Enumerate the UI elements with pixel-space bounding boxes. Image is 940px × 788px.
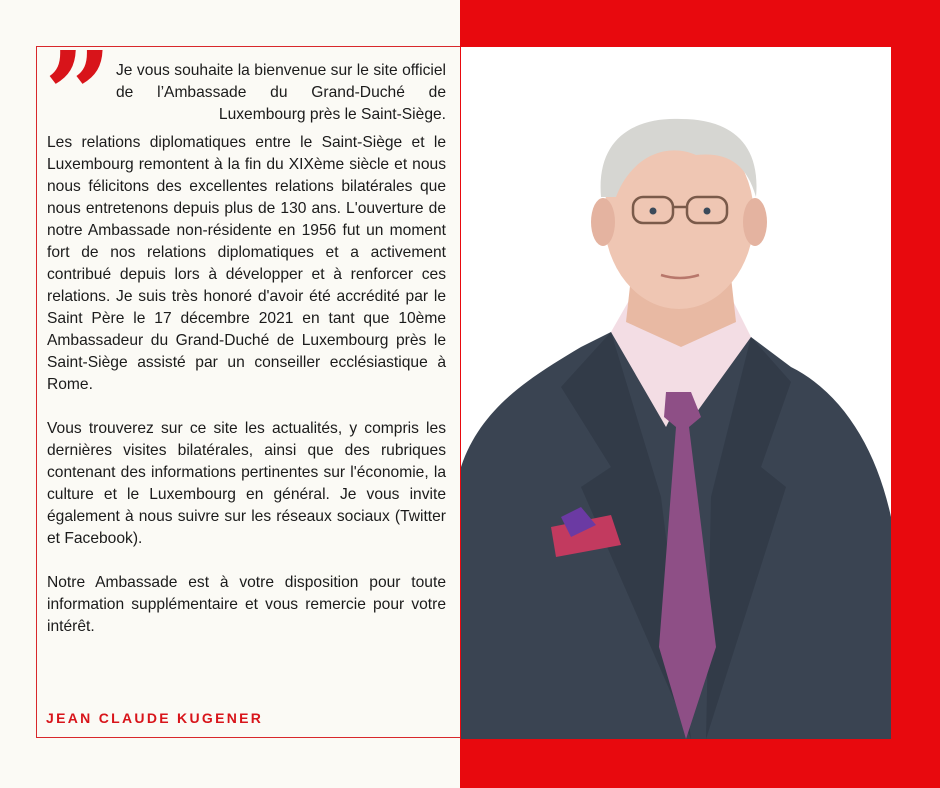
message-body [47,132,446,638]
paragraph-website: Vous trouverez sur ce site les actualités, y compris les dernières visites bilatérales, ainsi que des rubriques contenant des informations pertinentes sur l'économie, la culture et le Luxembourg en général. Je vous invite également à nous suivre sur les réseaux sociaux (Twitter et Facebook). [47,420,446,547]
right-ear [743,198,767,246]
right-eye [704,208,711,215]
left-ear [591,198,615,246]
quote-mark-icon: ” [44,25,112,164]
signature: JEAN CLAUDE KUGENER [46,710,264,726]
paragraph-closing: Notre Ambassade est à votre disposition pour toute information supplémentaire et vous remercie pour votre intérêt. [47,574,446,635]
welcome-intro: Je vous souhaite la bienvenue sur le site officiel de l’Ambassade du Grand-Duché de Luxembourg près le Saint-Siège. [116,62,446,123]
left-eye [650,208,657,215]
ambassador-portrait [461,47,891,739]
portrait-illustration [461,47,891,739]
paragraph-relations: Les relations diplomatiques entre le Saint-Siège et le Luxembourg remontent à la fin du XIXème siècle et nous nous félicitons des excellentes relations bilatérales que nous entretenons depuis plus de 130 ans. L'ouverture de notre Ambassade non-résidente en 1956 fut un moment fort de nos relations diplomatiques et a activement contribué depuis lors à développer et à renforcer ces relations. Je suis très honoré d'avoir été accrédité par le Saint Père le 17 décembre 2021 en tant que 10ème Ambassadeur du Grand-Duché de Luxembourg près le Saint-Siège assisté par un conseiller ecclésiastique à Rome. [47,134,446,393]
